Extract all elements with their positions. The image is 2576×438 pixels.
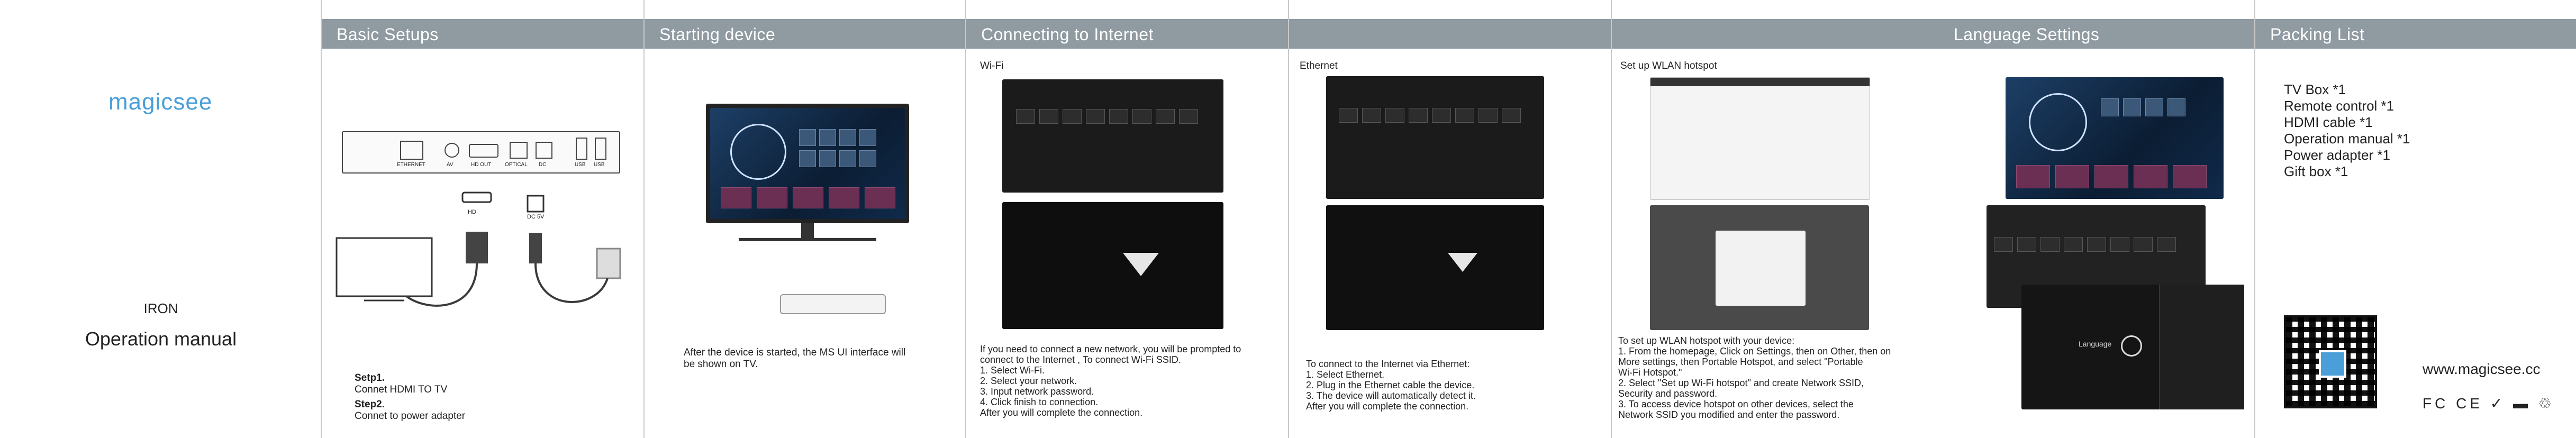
language-label: Language [2079, 340, 2112, 348]
hdmi-plug-icon [462, 193, 491, 202]
section-title: Language Settings [1954, 25, 2100, 44]
settings-icon-row [1994, 237, 2180, 254]
hotspot-dialog-screen [1650, 205, 1869, 330]
cable-illustration [322, 180, 643, 339]
packing-item: Gift box *1 [2284, 163, 2348, 179]
app-tile [2145, 98, 2163, 116]
packing-panel [2255, 0, 2576, 438]
app-tile [2016, 165, 2050, 188]
ethernet-label: Ethernet [1300, 60, 1338, 71]
dc-port-icon [536, 142, 552, 159]
network-icon [1448, 253, 1477, 272]
globe-icon [2121, 335, 2142, 357]
clock-icon [730, 124, 786, 180]
section-header [322, 19, 643, 49]
app-tile [793, 187, 823, 208]
packing-list [2284, 81, 2410, 180]
step2-text: Connet to power adapter [355, 410, 466, 422]
cover-panel [0, 0, 322, 438]
tv-frame [706, 104, 909, 223]
port-label: HD OUT [471, 162, 492, 168]
website: www.magicsee.cc [2423, 361, 2541, 377]
packing-item: Remote control *1 [2284, 98, 2394, 114]
language-list [2159, 285, 2244, 409]
divider [1288, 0, 1289, 438]
port-label: USB [594, 162, 605, 168]
hotspot-dialog [1716, 231, 1806, 306]
home-screen [2006, 77, 2224, 199]
app-tile [2167, 98, 2185, 116]
ethernet-instructions: To connect to the Internet via Ethernet: 1. Select Ethernet. 2. Plug in the Ethernet cable the device. 3. The device will automatically detect it. After you will complete the connection. [1306, 359, 1476, 412]
dc-label: DC 5V [527, 214, 545, 220]
section-header [1938, 19, 2254, 49]
hotspot-instructions: To set up WLAN hotspot with your device: 1. From the homepage, Click on Settings, then on Other, then on More settings, then Portable Hotspot, and select "Portable Wi-Fi Hotspot." 2. Select "Set up Wi-Fi hotspot" and create Network SSID, Security and password. 3. To access device hotspot on other devices, select the Network SSID you modified and enter the password. [1618, 335, 1891, 420]
av-port-icon [445, 143, 459, 158]
internet-panel [966, 0, 1938, 438]
brand-logo: magicsee [108, 89, 213, 115]
wifi-label: Wi-Fi [980, 60, 1004, 71]
usb-port-icon [595, 138, 606, 160]
ethernet-settings-screen [1326, 76, 1544, 199]
basic-setups-panel [322, 0, 645, 438]
wifi-settings-screen [1002, 79, 1223, 193]
starting-text: After the device is started, the MS UI interface will be shown on TV. [684, 347, 906, 370]
section-header [645, 19, 965, 49]
step2-label: Step2. [355, 399, 385, 410]
app-tile [859, 129, 876, 146]
home-screen [710, 108, 905, 219]
model-name: IRON [143, 300, 178, 316]
certification-marks: FC CE ✓ ▬ ♲ [2423, 395, 2555, 412]
language-screen [2021, 285, 2244, 409]
hotspot-label: Set up WLAN hotspot [1620, 60, 1717, 71]
app-tile [757, 187, 787, 208]
step1-label: Setp1. [355, 372, 385, 384]
port-label: ETHERNET [397, 162, 425, 168]
tv-base [739, 238, 876, 241]
power-adapter-icon [597, 249, 620, 278]
app-tile [819, 129, 836, 146]
app-tile [721, 187, 751, 208]
qr-code-icon [2284, 315, 2377, 408]
section-title: Connecting to Internet [981, 25, 1154, 44]
packing-item: HDMI cable *1 [2284, 114, 2373, 130]
app-tile [2123, 98, 2141, 116]
wifi-select-screen [1002, 202, 1223, 329]
app-tile [799, 150, 816, 167]
device-back-panel [342, 131, 620, 174]
hdmi-connector-icon [466, 232, 488, 263]
app-tile [2173, 165, 2207, 188]
port-label: OPTICAL [505, 162, 528, 168]
divider [1611, 0, 1612, 438]
app-tile [839, 150, 856, 167]
hdmi-label: HD [468, 209, 476, 215]
section-title: Packing List [2270, 25, 2365, 44]
usb-port-icon [576, 138, 587, 160]
app-tile [2094, 165, 2128, 188]
packing-item: Operation manual *1 [2284, 131, 2410, 147]
port-label: AV [447, 162, 453, 168]
section-title: Basic Setups [337, 25, 439, 44]
document-subtitle: Operation manual [85, 328, 237, 350]
app-tile [865, 187, 895, 208]
dc-connector-icon [529, 233, 542, 263]
port-label: USB [575, 162, 586, 168]
hotspot-settings-screen [1650, 77, 1870, 200]
app-tile [819, 150, 836, 167]
tv-icon [337, 238, 432, 296]
dc-plug-icon [528, 196, 543, 212]
clock-icon [2029, 93, 2087, 151]
hdmi-port-icon [469, 144, 498, 158]
app-tile [2055, 165, 2089, 188]
wifi-instructions: If you need to connect a new network, you will be prompted to connect to the Internet , To connect Wi-Fi SSID. 1. Select Wi-Fi. 2. Select your network. 3. Input network password. 4. Click finish to connection. After you will complete the connection. [980, 344, 1241, 418]
tv-stand [801, 223, 814, 238]
app-tile [799, 129, 816, 146]
wifi-icon [1123, 253, 1159, 276]
app-tile [2101, 98, 2119, 116]
settings-icon-row [1339, 108, 1525, 125]
section-header [966, 19, 1938, 49]
step2 [355, 387, 465, 422]
packing-item: Power adapter *1 [2284, 147, 2390, 163]
ethernet-port-icon [400, 141, 423, 160]
section-title: Starting device [659, 25, 776, 44]
app-tile [2134, 165, 2167, 188]
app-tile [829, 187, 859, 208]
starting-device-panel [645, 0, 966, 438]
optical-port-icon [510, 142, 528, 159]
tv-box-icon [780, 294, 886, 314]
port-label: DC [539, 162, 547, 168]
section-header [2255, 19, 2576, 49]
ethernet-network-screen [1326, 205, 1544, 330]
packing-item: TV Box *1 [2284, 81, 2346, 97]
settings-icon-row [1016, 109, 1202, 126]
app-tile [859, 150, 876, 167]
app-tile [839, 129, 856, 146]
language-panel [1938, 0, 2255, 438]
step1-text: Connet HDMI TO TV [355, 384, 448, 395]
